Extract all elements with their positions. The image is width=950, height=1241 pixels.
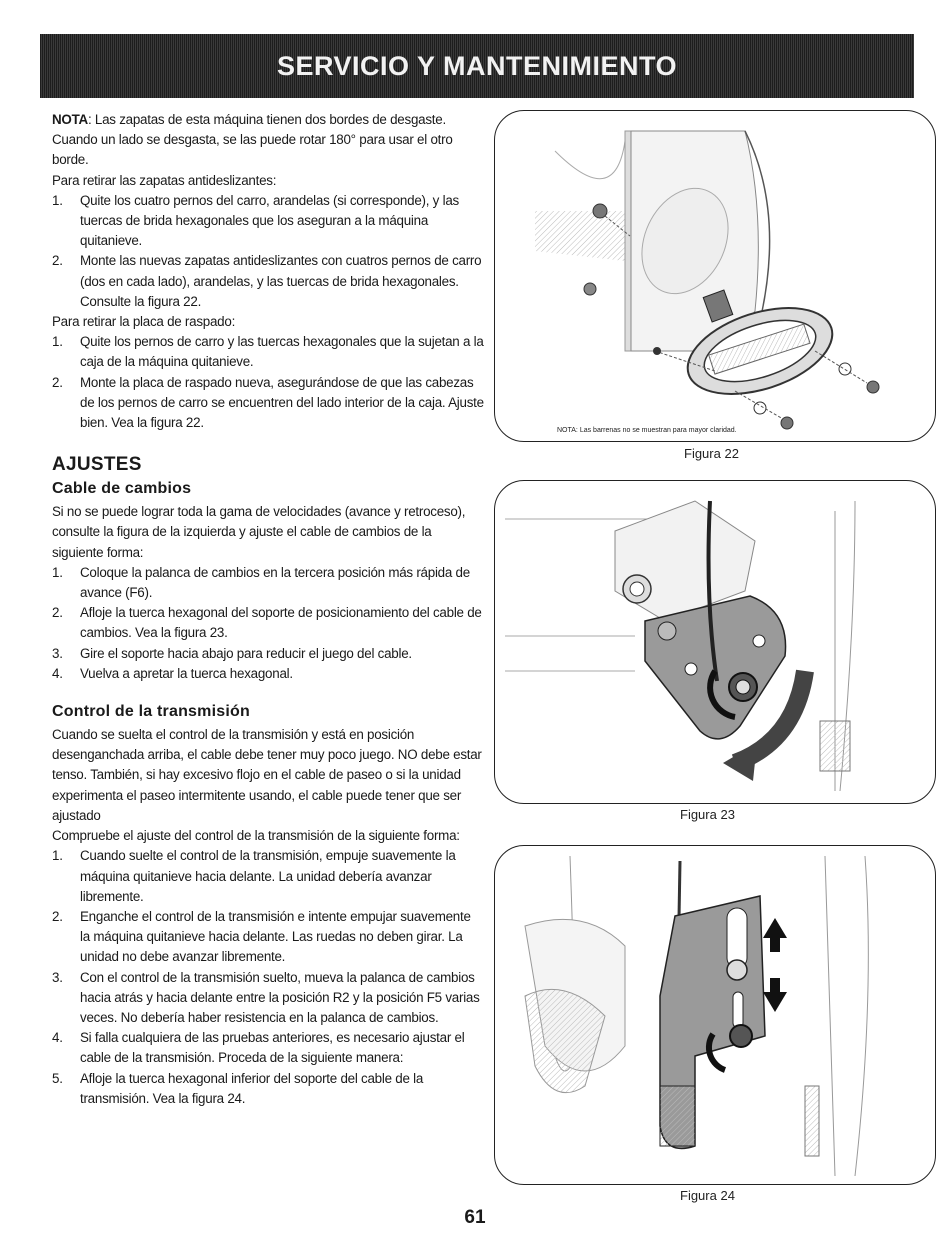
section-banner bbox=[40, 34, 914, 98]
figure-23 bbox=[494, 480, 936, 804]
note-paragraph bbox=[52, 110, 484, 171]
list-item bbox=[52, 968, 484, 1029]
list-item bbox=[52, 191, 484, 252]
list-item bbox=[52, 1028, 484, 1068]
step-text: Cuando suelte el control de la transmisión, empuje suavemente la máquina quitanieve hacia delante. La unidad debería avanzar libremente. bbox=[80, 848, 456, 904]
figure-23-caption: Figura 23 bbox=[680, 807, 735, 822]
step-number: 3. bbox=[52, 969, 63, 985]
list-item bbox=[52, 603, 484, 643]
list-item bbox=[52, 251, 484, 312]
step-number: 3. bbox=[52, 645, 63, 661]
shift-cable-steps bbox=[52, 563, 484, 684]
shift-cable-intro: Si no se puede lograr toda la gama de velocidades (avance y retroceso), consulte la figura de la izquierda y ajuste el cable de cambios de la siguiente forma: bbox=[52, 504, 466, 560]
step-number: 4. bbox=[52, 665, 63, 681]
scraper-steps bbox=[52, 332, 484, 433]
drive-control-check-intro: Compruebe el ajuste del control de la transmisión de la siguiente forma: bbox=[52, 828, 460, 844]
step-text: Vuelva a apretar la tuerca hexagonal. bbox=[80, 665, 293, 681]
step-number: 2. bbox=[52, 374, 63, 390]
list-item bbox=[52, 1069, 484, 1109]
step-text: Si falla cualquiera de las pruebas anteriores, es necesario ajustar el cable de la transmisión. Proceda de la siguiente manera: bbox=[80, 1030, 465, 1066]
step-text: Quite los cuatro pernos del carro, arandelas (si corresponde), y las tuercas de brida hexagonales que los aseguran a la máquina quitanieve. bbox=[80, 192, 459, 249]
step-number: 4. bbox=[52, 1030, 63, 1046]
scraper-intro: Para retirar la placa de raspado: bbox=[52, 314, 236, 330]
page-number: 61 bbox=[464, 1207, 486, 1228]
step-number: 1. bbox=[52, 564, 63, 580]
list-item bbox=[52, 846, 484, 907]
figure-22-note: NOTA: Las barrenas no se muestran para mayor claridad. bbox=[557, 427, 737, 434]
step-text: Monte las nuevas zapatas antideslizantes con cuatros pernos de carro (dos en cada lado), arandelas, y las tuercas de brida hexagonales. Consulte la figura 22. bbox=[80, 253, 482, 309]
drive-cable-bracket-illustration bbox=[495, 846, 935, 1184]
shoes-remove-intro: Para retirar las zapatas antideslizantes: bbox=[52, 172, 277, 188]
note-text: : Las zapatas de esta máquina tienen dos bordes de desgaste. Cuando un lado se desgasta, se las puede rotar 180° para usar el otro borde. bbox=[52, 112, 453, 168]
step-number: 1. bbox=[52, 334, 63, 350]
list-item bbox=[52, 907, 484, 968]
step-number: 2. bbox=[52, 605, 63, 621]
step-text: Afloje la tuerca hexagonal inferior del soporte del cable de la transmisión. Vea la figura 24. bbox=[80, 1070, 424, 1106]
note-label: NOTA bbox=[52, 112, 88, 127]
step-text: Enganche el control de la transmisión e intente empujar suavemente la máquina quitanieve hacia delante. Las ruedas no deben girar. La unidad no debe avanzar libremente. bbox=[80, 908, 471, 965]
step-text: Afloje la tuerca hexagonal del soporte de posicionamiento del cable de cambios. Vea la figura 23. bbox=[80, 605, 482, 641]
step-text: Monte la placa de raspado nueva, asegurándose de que las cabezas de los pernos de carro se encuentren del lado interior de la caja. Ajuste bien. Vea la figura 22. bbox=[80, 374, 484, 431]
figure-24 bbox=[494, 845, 936, 1185]
step-text: Gire el soporte hacia abajo para reducir el juego del cable. bbox=[80, 645, 412, 661]
list-item bbox=[52, 644, 484, 664]
left-column bbox=[52, 110, 484, 1109]
step-text: Con el control de la transmisión suelto, mueva la palanca de cambios hacia atrás y hacia delante entre la posición R2 y la posición F5 varias veces. No debería haber resistencia en la palanca de cambios. bbox=[80, 969, 480, 1025]
drive-control-steps bbox=[52, 846, 484, 1109]
list-item bbox=[52, 664, 484, 684]
list-item bbox=[52, 563, 484, 603]
step-number: 5. bbox=[52, 1070, 63, 1086]
step-number: 1. bbox=[52, 192, 63, 208]
list-item bbox=[52, 332, 484, 372]
shift-cable-heading: Cable de cambios bbox=[52, 480, 192, 498]
shift-cable-bracket-illustration bbox=[495, 481, 935, 803]
section-title: SERVICIO Y MANTENIMIENTO bbox=[276, 50, 678, 81]
drive-control-intro: Cuando se suelta el control de la transmisión y está en posición desenganchada arriba, el cable debe tener muy poco juego. NO debe estar tenso. También, si hay excesivo flojo en el cable de paseo o si la unidad experimenta el paseo intermitente usando, el cable puede tener que ser ajustado bbox=[52, 727, 482, 823]
step-number: 2. bbox=[52, 908, 63, 924]
ajustes-heading: AJUSTES bbox=[52, 454, 142, 476]
figure-24-caption: Figura 24 bbox=[680, 1188, 735, 1203]
figure-22-caption: Figura 22 bbox=[684, 446, 739, 461]
shoes-remove-steps bbox=[52, 191, 484, 312]
figure-22 bbox=[494, 110, 936, 442]
step-number: 2. bbox=[52, 253, 63, 269]
drive-control-heading: Control de la transmisión bbox=[52, 703, 250, 721]
list-item bbox=[52, 373, 484, 434]
step-number: 1. bbox=[52, 848, 63, 864]
skid-shoe-illustration bbox=[495, 111, 935, 441]
step-text: Coloque la palanca de cambios en la tercera posición más rápida de avance (F6). bbox=[80, 564, 470, 601]
step-text: Quite los pernos de carro y las tuercas hexagonales que la sujetan a la caja de la máquina quitanieve. bbox=[80, 334, 484, 370]
